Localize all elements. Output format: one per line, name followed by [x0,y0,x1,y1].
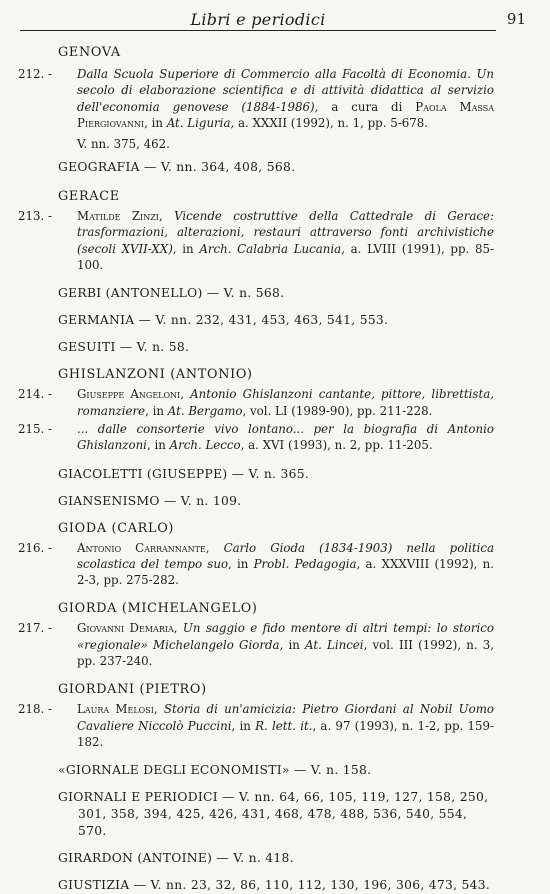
entry-author: Antonio Carrannante [77,540,206,555]
page-number: 91 [506,10,526,28]
entry-text: , in [144,115,167,130]
see-also-ref: V. nn. 375, 462. [77,137,170,152]
entry-details: , vol. III (1992), n. 3, pp. 237-240. [77,637,494,669]
entry-218 [18,701,495,750]
entry-number: 216. - [18,540,53,555]
section-heading: GIORDANI (PIETRO) [58,682,207,698]
entry-217 [18,620,494,669]
entry-number: 213. - [18,209,53,224]
running-title: Libri e periodici [190,10,326,29]
entry-text: , [180,387,191,402]
entry-number: 215. - [18,421,53,436]
entry-journal: Arch. Calabria Lucania [199,241,342,256]
entry-number: 217. - [18,621,53,636]
entry-journal: At. Bergamo [167,403,243,418]
entry-214 [18,386,494,419]
xref-giornali-periodici: GIORNALI E PERIODICI — V. nn. 64, 66, 105, 119, 127, 158, 250, 301, 358, 394, 425, 426, 431, 468, 478, 488, 536, 540, 554, 570. [58,790,489,839]
entry-title: ... dalle consorterie vivo lontano... per la biografia di Antonio Ghislanzoni [77,421,494,453]
entry-author: Giovanni Demaria [77,621,174,636]
entry-212 [18,66,494,131]
xref-giacoletti: GIACOLETTI (GIUSEPPE) — V. n. 365. [58,466,310,481]
xref-gerbi: GERBI (ANTONELLO) — V. n. 568. [58,286,285,301]
entry-216 [18,540,494,589]
entry-details: , a. XXXII (1992), n. 1, pp. 5-678. [230,115,428,130]
xref-giornale-economisti: «GIORNALE DEGLI ECONOMISTI» — V. n. 158. [58,763,372,778]
entry-title: Dalla Scuola Superiore di Commercio alla Facoltà di Economia. Un secolo di elaborazione scientifica e di attività didattica al servizio dell'economia genovese (1884-1986), [77,67,494,114]
section-gerace [0,188,550,273]
entry-author: Matilde Zinzi [77,209,159,224]
entry-title: Antonio Ghislanzoni cantante, pittore, librettista, romanziere [77,387,494,418]
entry-text: , in [172,241,200,256]
entry-author: Giuseppe Angeloni [77,387,181,402]
entry-215 [18,421,494,454]
section-gioda [0,520,550,589]
entry-journal: Arch. Lecco [169,438,241,453]
entry-journal: Probl. Pedagogia [253,556,357,571]
entry-text: , [173,621,183,636]
entry-text: , [158,209,175,224]
entry-text: , in [146,438,170,453]
entry-author: Laura Melosi [77,702,154,717]
xref-giansenismo: GIANSENISMO — V. n. 109. [58,493,242,508]
entry-text: , in [279,637,306,652]
entry-text: a cura di [318,99,416,114]
entry-number: 212. - [18,67,53,81]
xref-girardon: GIRARDON (ANTOINE) — V. n. 418. [58,851,294,866]
entry-journal: R. lett. it. [255,718,313,733]
section-giorda [0,600,550,669]
entry-details: , a. LVIII (1991), pp. 85-100. [77,241,494,273]
running-head [20,6,526,31]
entry-journal: At. Lincei [305,637,364,652]
section-heading: GIODA (CARLO) [58,520,175,536]
section-giordani [0,681,550,750]
xref-germania: GERMANIA — V. nn. 232, 431, 453, 463, 541, 553. [58,313,389,328]
entry-title: Vicende costruttive della Cattedrale di Gerace: trasformazioni, alterazioni, restauri attraverso fonti archivistiche (secoli XVII-XX) [77,209,494,256]
entry-text: , in [228,556,254,571]
section-heading: GERACE [58,189,120,205]
entry-details: , a. 97 (1993), n. 1-2, pp. 159-182. [77,718,494,749]
entry-213 [18,208,494,273]
entry-details: , vol. LI (1989-90), pp. 211-228. [242,403,433,418]
entry-text: , in [231,718,256,733]
section-heading: GIORDA (MICHELANGELO) [58,601,258,617]
xref-giustizia: GIUSTIZIA — V. nn. 23, 32, 86, 110, 112, 130, 196, 306, 473, 543. [58,878,491,893]
section-heading: GHISLANZONI (ANTONIO) [58,367,253,383]
entry-title: Un saggio e fido mentore di altri tempi: lo storico «regionale» Michelangelo Giorda [77,621,494,652]
entry-author: Paola Massa Piergiovanni [77,99,494,130]
entry-text: , [205,540,224,555]
xref-geografia: GEOGRAFIA — V. nn. 364, 408, 568. [58,160,296,175]
section-heading: GENOVA [58,45,121,60]
index-body [0,44,550,894]
xref-gesuiti: GESUITI — V. n. 58. [58,340,190,355]
entry-journal: At. Liguria [166,115,231,130]
section-genova [0,44,550,152]
entry-text: , in [145,403,168,418]
entry-title: Carlo Gioda (1834-1903) nella politica scolastica del tempo suo [77,540,494,571]
entry-number: 218. - [18,702,53,717]
entry-number: 214. - [18,387,53,402]
entry-text: , [153,702,164,717]
entry-title: Storia di un'amicizia: Pietro Giordani al Nobil Uomo Cavaliere Niccolò Puccini [77,702,495,733]
entry-details: , a. XVI (1993), n. 2, pp. 11-205. [240,438,433,453]
entry-details: , a. XXXVIII (1992), n. 2-3, pp. 275-282. [77,556,494,588]
section-ghislanzoni [0,366,550,453]
